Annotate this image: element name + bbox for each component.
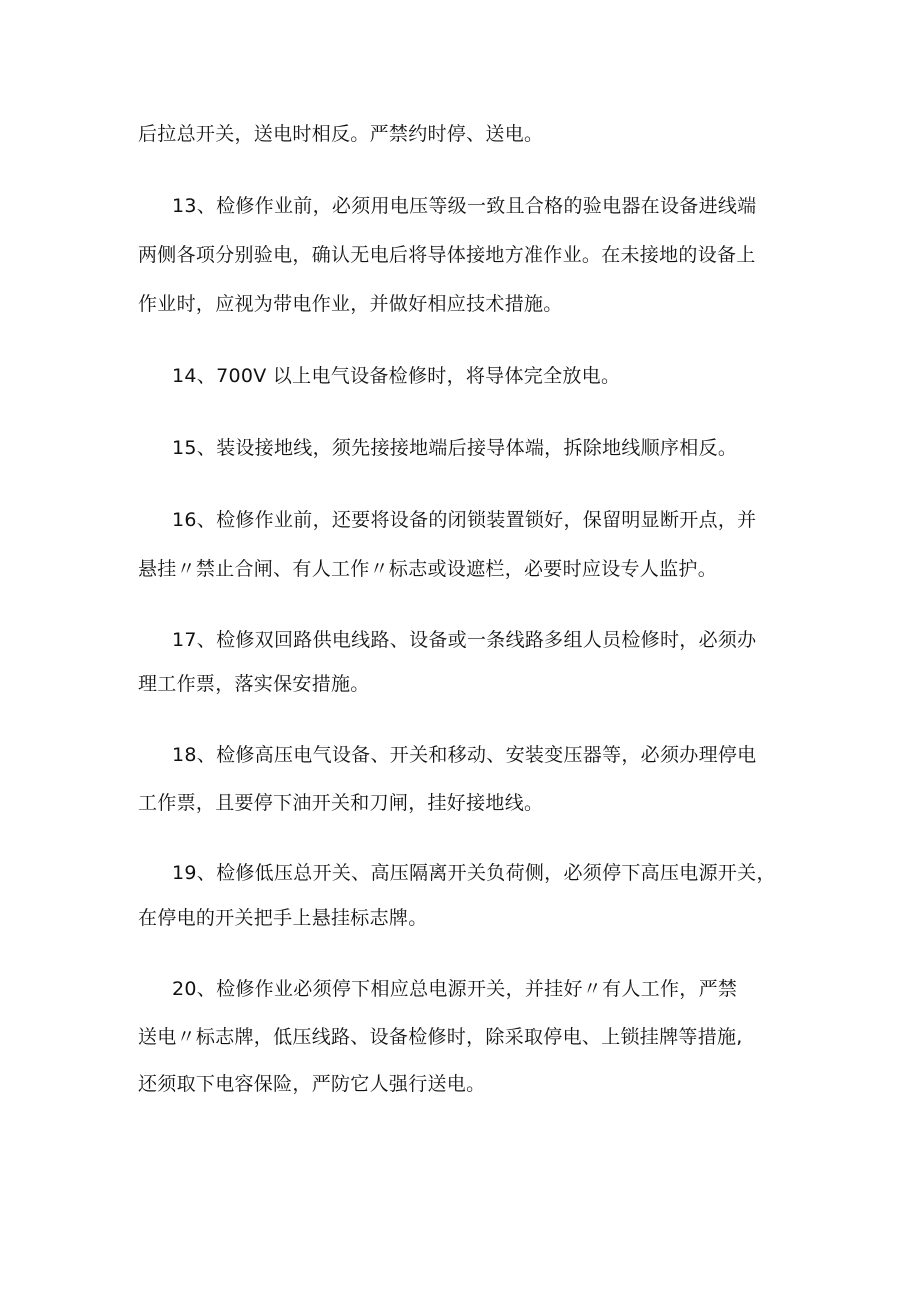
paragraph-18-line-2: 工作票，且要停下油开关和刀闸，挂好接地线。 — [138, 792, 544, 814]
paragraph-19-line-2: 在停电的开关把手上悬挂标志牌。 — [138, 907, 428, 929]
paragraph-18-line-1: 18、检修高压电气设备、开关和移动、安装变压器等，必须办理停电 — [172, 744, 757, 766]
paragraph-13-line-1: 13、检修作业前，必须用电压等级一致且合格的验电器在设备进线端 — [172, 195, 757, 217]
paragraph-13-line-3: 作业时，应视为带电作业，并做好相应技术措施。 — [138, 293, 563, 315]
paragraph-16-line-1: 16、检修作业前，还要将设备的闭锁装置锁好，保留明显断开点，并 — [172, 509, 757, 531]
paragraph-20-line-2: 送电〃标志牌，低压线路、设备检修时，除采取停电、上锁挂牌等措施, — [138, 1026, 743, 1048]
paragraph-17-line-2: 理工作票，落实保安措施。 — [138, 673, 370, 695]
paragraph-15-line-1: 15、装设接地线，须先接接地端后接导体端，拆除地线顺序相反。 — [172, 437, 738, 459]
paragraph-17-line-1: 17、检修双回路供电线路、设备或一条线路多组人员检修时，必须办 — [172, 629, 757, 651]
paragraph-14-line-1: 14、700V 以上电气设备检修时，将导体完全放电。 — [172, 365, 621, 387]
paragraph-20-line-1: 20、检修作业必须停下相应总电源开关，并挂好〃有人工作，严禁 — [172, 978, 738, 1000]
paragraph-16-line-2: 悬挂〃禁止合闸、有人工作〃标志或设遮栏，必要时应设专人监护。 — [138, 558, 718, 580]
paragraph-20-line-3: 还须取下电容保险，严防它人强行送电。 — [138, 1073, 486, 1095]
paragraph-13-line-2: 两侧各项分别验电，确认无电后将导体接地方准作业。在未接地的设备上 — [138, 244, 756, 266]
text-line: 后拉总开关，送电时相反。严禁约时停、送电。 — [138, 123, 544, 145]
paragraph-19-line-1: 19、检修低压总开关、高压隔离开关负荷侧，必须停下高压电源开关， — [172, 862, 776, 884]
